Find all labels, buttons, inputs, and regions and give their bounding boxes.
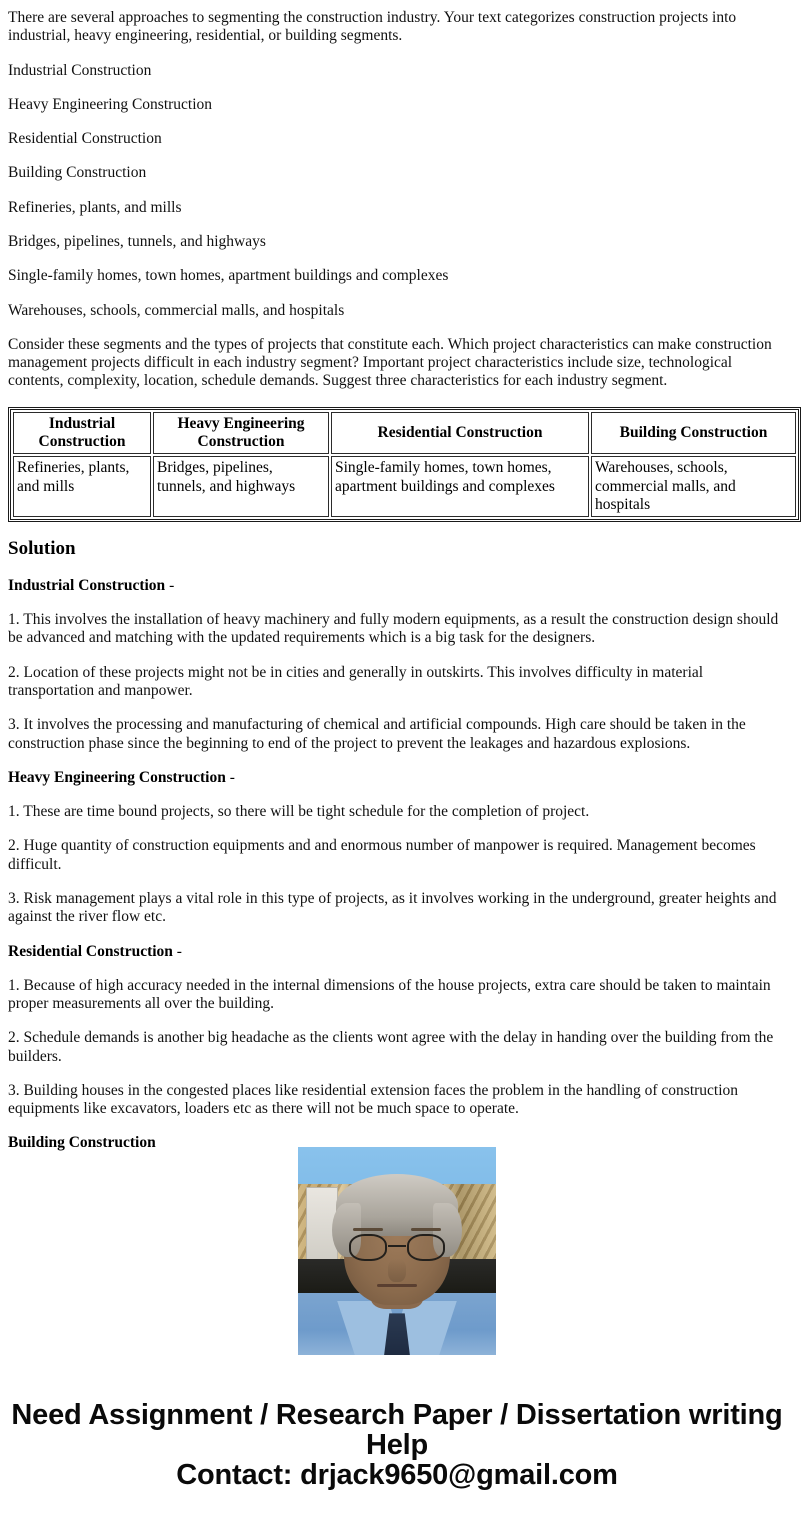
section-title: Heavy Engineering Construction xyxy=(8,768,226,786)
spacer xyxy=(8,391,786,407)
section-point: 2. Schedule demands is another big headache as the clients wont agree with the delay in handing over the building from the builders. xyxy=(8,1029,774,1065)
table-cell: Refineries, plants, and mills xyxy=(13,456,151,517)
spacer xyxy=(8,1066,786,1082)
segment-line-building: Building Construction xyxy=(8,164,147,182)
segments-table xyxy=(8,407,801,522)
spacer xyxy=(8,148,786,164)
table-row xyxy=(13,456,796,517)
avatar-eyebrow-left xyxy=(353,1228,383,1231)
table-header-cell: Building Construction xyxy=(591,412,796,455)
avatar-container xyxy=(0,1147,794,1357)
spacer xyxy=(8,961,786,977)
segment-line-warehouses: Warehouses, schools, commercial malls, and hospitals xyxy=(8,301,345,319)
solution-heading: Solution xyxy=(8,538,76,560)
section-point: 3. Building houses in the congested places like residential extension faces the problem in the handling of construction equipments like excavators, loaders etc as there will not be much space to operate. xyxy=(8,1081,739,1118)
segment-line-industrial: Industrial Construction xyxy=(8,61,152,79)
spacer xyxy=(8,700,786,716)
spacer xyxy=(8,561,786,577)
section-point: 1. Because of high accuracy needed in the internal dimensions of the house projects, extra care should be taken to maintain proper measurements all over the building. xyxy=(8,976,771,1013)
spacer xyxy=(8,595,786,611)
section-point: 2. Location of these projects might not be in cities and generally in outskirts. This involves difficulty in material transportation and manpower. xyxy=(8,663,704,699)
section-point: 2. Huge quantity of construction equipments and and enormous number of manpower is required. Management becomes difficult. xyxy=(8,837,756,873)
spacer xyxy=(8,251,786,267)
section-heading-residential xyxy=(8,943,786,961)
section-point: 3. It involves the processing and manufacturing of chemical and artificial compounds. High care should be taken in the construction phase since the beginning to end of the project to prevent the leakages and hazardous explosions. xyxy=(8,716,746,752)
intro-paragraph: There are several approaches to segmenting the construction industry. Your text categorizes construction projects into industrial, heavy engineering, residential, or building segments. xyxy=(8,9,737,45)
table-header-cell: Heavy Engineering Construction xyxy=(153,412,329,455)
spacer xyxy=(8,874,786,890)
segment-line-residential: Residential Construction xyxy=(8,130,162,148)
document-content xyxy=(8,0,786,1153)
avatar-nose xyxy=(388,1259,406,1282)
spacer xyxy=(8,648,786,664)
footer-contact-email: Contact: drjack9650@gmail.com xyxy=(176,1459,618,1492)
question-paragraph: Consider these segments and the types of projects that constitute each. Which project characteristics can make construction management projects difficult in each industry segment? Important project characteristics include size, technological contents, complexity, location, schedule demands. Suggest three characteristics for each industry segment. xyxy=(8,335,772,390)
section-dash: - xyxy=(172,942,182,960)
section-point: 3. Risk management plays a vital role in this type of projects, as it involves working in the underground, greater heights and against the river flow etc. xyxy=(8,889,777,926)
spacer xyxy=(8,114,786,130)
footer-contact-banner xyxy=(0,1400,794,1490)
spacer xyxy=(8,927,786,943)
spacer xyxy=(8,320,786,336)
avatar-mouth xyxy=(377,1284,417,1287)
spacer xyxy=(8,46,786,62)
section-heading-heavy-engineering xyxy=(8,769,786,787)
spacer xyxy=(8,286,786,302)
segment-line-single-family: Single-family homes, town homes, apartment buildings and complexes xyxy=(8,267,449,285)
section-title: Building Construction xyxy=(8,1134,156,1152)
avatar xyxy=(298,1147,496,1355)
avatar-eyebrow-right xyxy=(411,1228,441,1231)
table-header-row xyxy=(13,412,796,455)
table-header-cell: Industrial Construction xyxy=(13,412,151,455)
spacer xyxy=(8,821,786,837)
section-point: 1. This involves the installation of heavy machinery and fully modern equipments, as a result the construction design should be advanced and matching with the updated requirements which is a big task for the designers. xyxy=(8,611,779,647)
table-header-cell: Residential Construction xyxy=(331,412,589,455)
spacer xyxy=(8,753,786,769)
spacer xyxy=(8,1118,786,1134)
spacer xyxy=(8,80,786,96)
section-point: 1. These are time bound projects, so there will be tight schedule for the completion of project. xyxy=(8,803,590,821)
section-heading-industrial xyxy=(8,577,786,595)
spacer xyxy=(8,1013,786,1029)
spacer xyxy=(8,787,786,803)
section-title: Residential Construction xyxy=(8,942,173,960)
table-cell: Warehouses, schools, commercial malls, and hospitals xyxy=(591,456,796,517)
segment-line-refineries: Refineries, plants, and mills xyxy=(8,198,182,216)
avatar-glasses-left-lens xyxy=(349,1234,387,1261)
segment-line-bridges: Bridges, pipelines, tunnels, and highways xyxy=(8,232,266,250)
table-cell: Single-family homes, town homes, apartment buildings and complexes xyxy=(331,456,589,517)
segment-line-heavy-engineering: Heavy Engineering Construction xyxy=(8,95,213,113)
section-dash: - xyxy=(225,768,235,786)
avatar-glasses-right-lens xyxy=(407,1234,445,1261)
spacer xyxy=(8,217,786,233)
spacer xyxy=(8,183,786,199)
table-cell: Bridges, pipelines, tunnels, and highways xyxy=(153,456,329,517)
footer-headline: Need Assignment / Research Paper / Dissertation writing Help xyxy=(11,1399,783,1462)
section-dash: - xyxy=(165,576,175,594)
section-title: Industrial Construction xyxy=(8,576,166,594)
avatar-glasses-bridge xyxy=(388,1245,406,1248)
spacer xyxy=(8,522,786,538)
